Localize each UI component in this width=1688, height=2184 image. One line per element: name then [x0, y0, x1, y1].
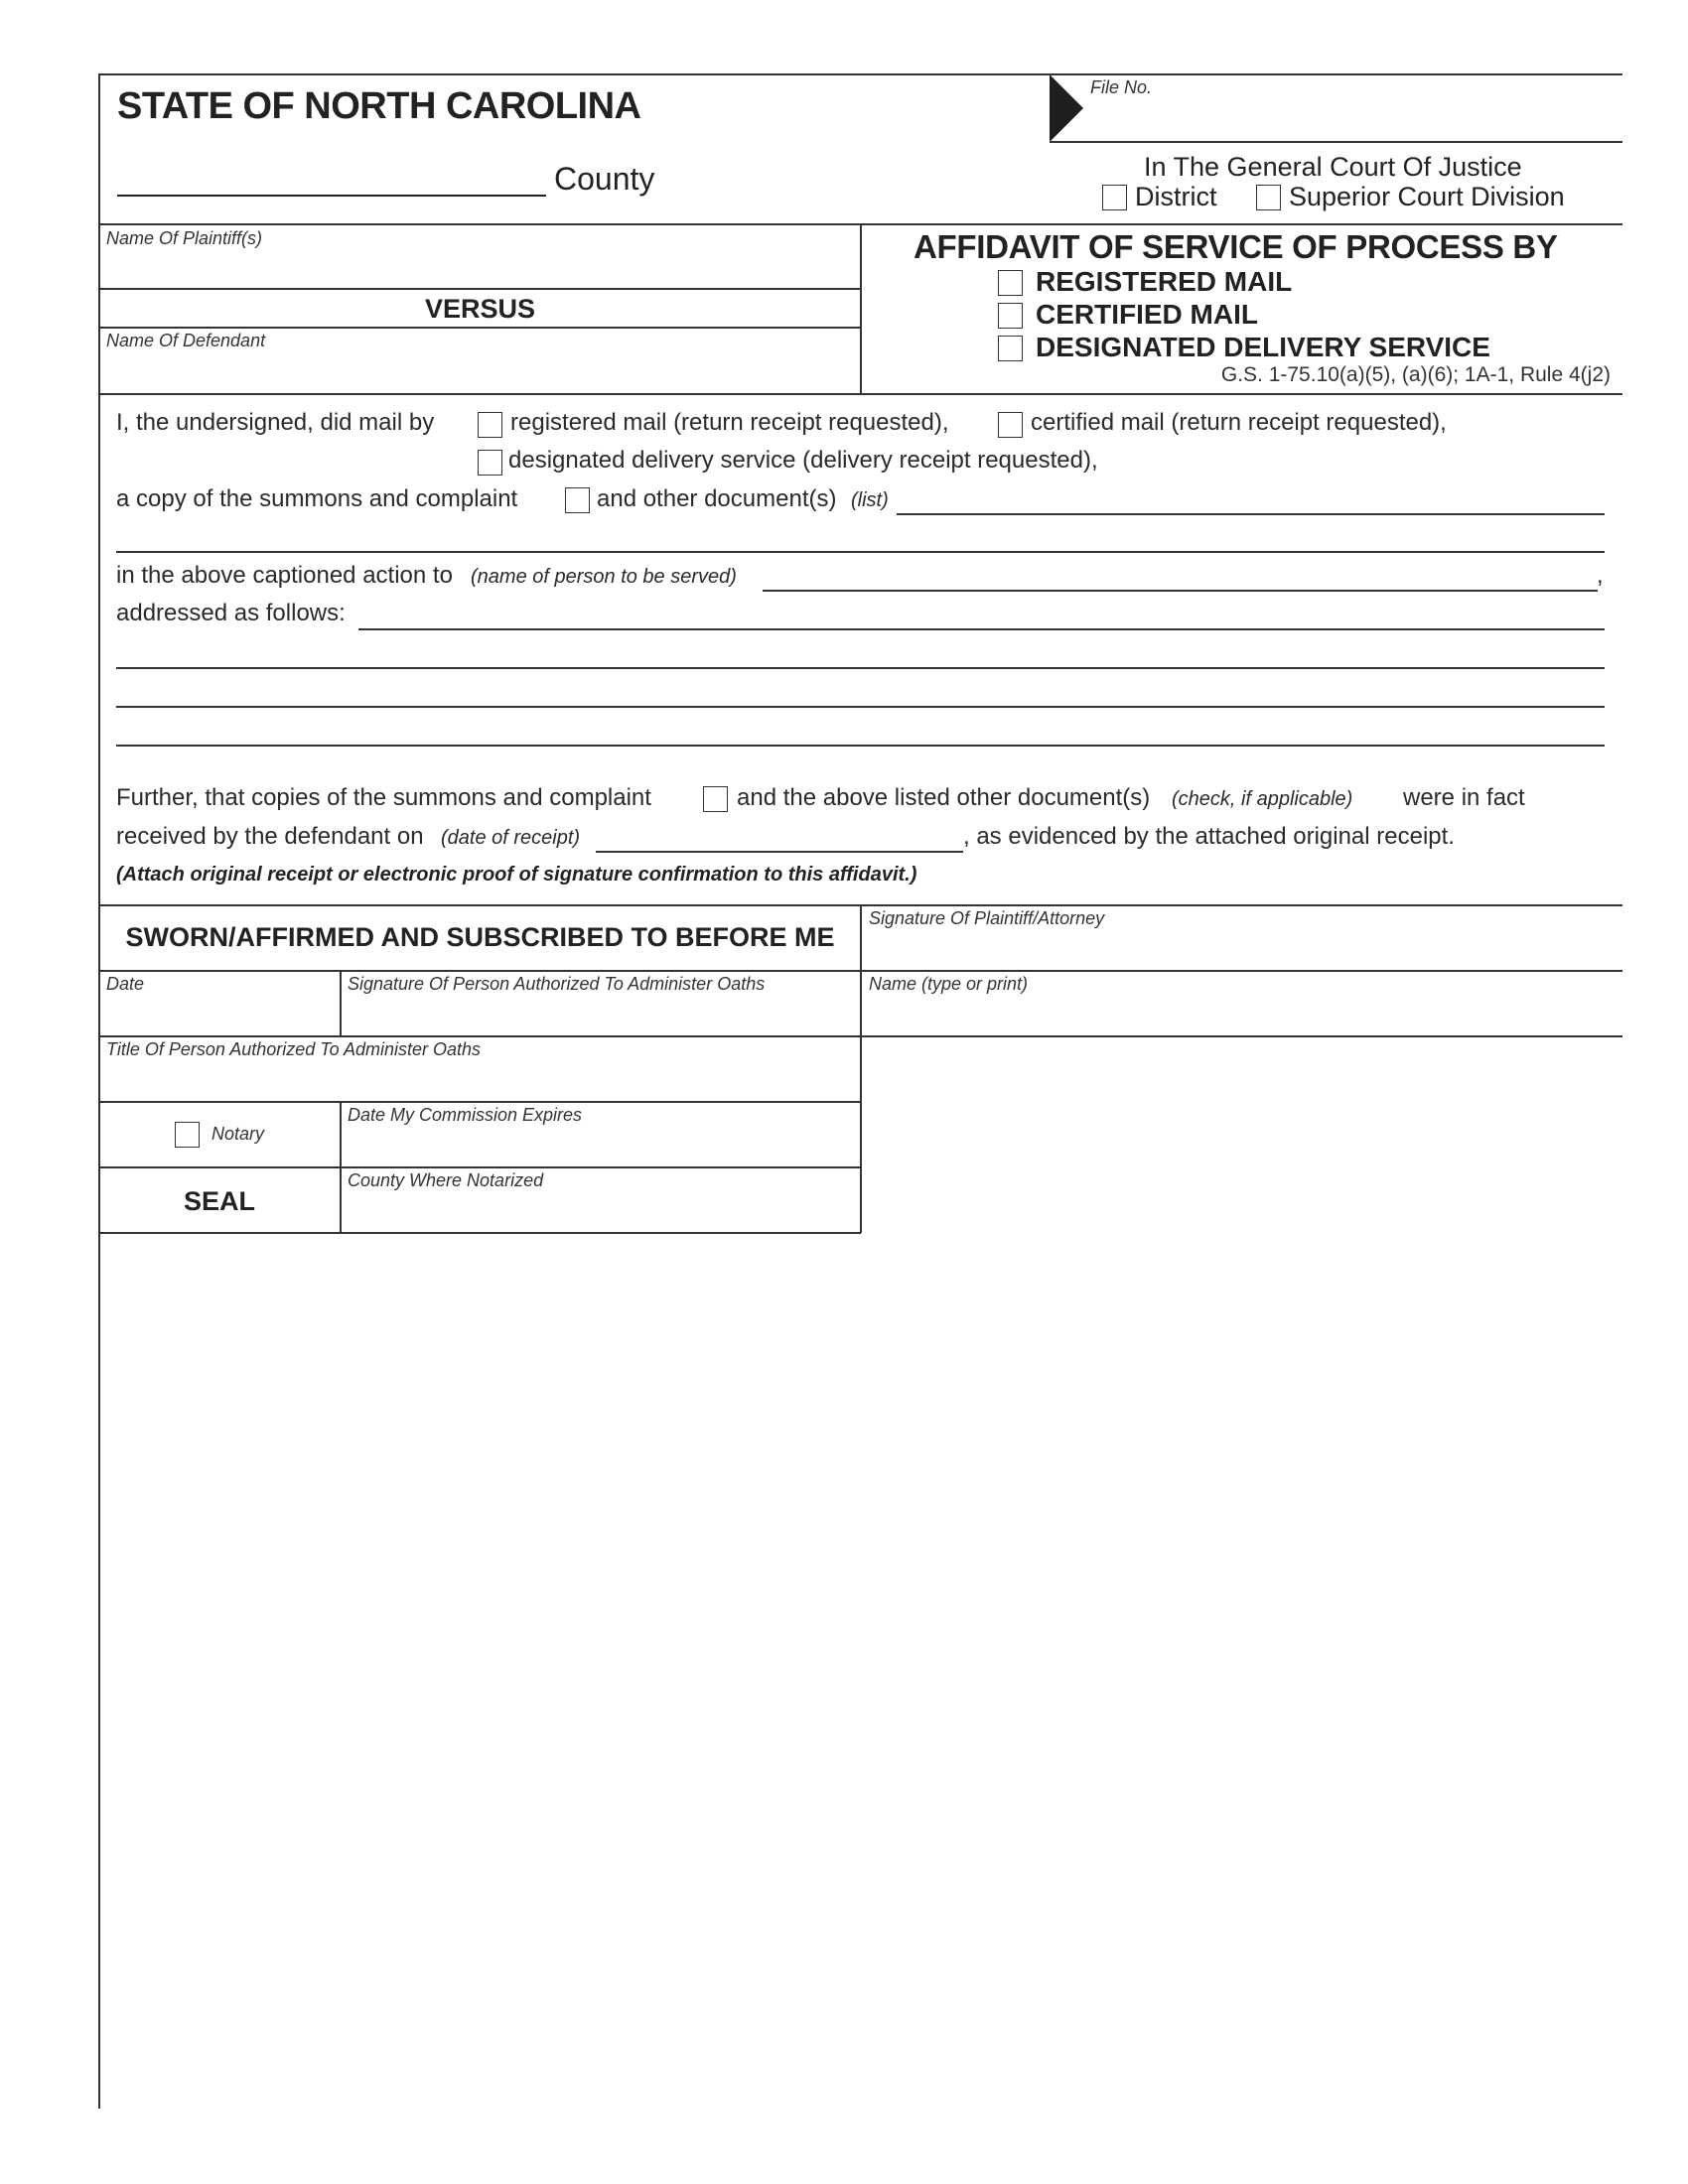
received-suffix: , as evidenced by the attached original receipt.	[963, 823, 1455, 850]
other-docs-label: and other document(s)	[597, 485, 837, 512]
person-hint: (name of person to be served)	[471, 566, 737, 588]
sworn-main-divider	[860, 904, 862, 1233]
officer-title-label: Title Of Person Authorized To Administer Oaths	[106, 1039, 482, 1059]
superior-court-checkbox[interactable]	[1256, 185, 1281, 210]
address-text: addressed as follows:	[116, 600, 346, 626]
defendant-label: Name Of Defendant	[106, 331, 266, 350]
file-arrow-icon	[1050, 74, 1083, 142]
state-title: STATE OF NORTH CAROLINA	[117, 85, 641, 127]
notary-label: Notary	[211, 1124, 265, 1144]
designated-delivery-checkbox[interactable]	[998, 336, 1023, 361]
top-border	[99, 73, 1622, 75]
date-receipt-line[interactable]	[596, 851, 963, 853]
further-suffix: were in fact	[1403, 784, 1525, 811]
further-hint: (check, if applicable)	[1172, 788, 1353, 810]
registered-mail-checkbox[interactable]	[998, 270, 1023, 296]
commission-label: Date My Commission Expires	[348, 1105, 583, 1125]
received-text: received by the defendant on	[116, 823, 424, 850]
county-label: County	[554, 161, 655, 197]
versus-label: VERSUS	[424, 294, 536, 324]
further-docs-checkbox[interactable]	[703, 786, 728, 812]
file-no-label: File No.	[1090, 77, 1153, 97]
court-title: In The General Court Of Justice	[1144, 152, 1522, 182]
body-registered-checkbox[interactable]	[478, 412, 502, 438]
body-certified-label: certified mail (return receipt requested),	[1031, 409, 1447, 436]
affidavit-divider	[99, 393, 1622, 395]
body-designated-label: designated delivery service (delivery receipt requested),	[508, 447, 1098, 474]
attach-note: (Attach original receipt or electronic proof of signature confirmation to this affidavit.)	[116, 864, 917, 886]
file-no-bottom-line	[1050, 141, 1622, 143]
copy-text: a copy of the summons and complaint	[116, 485, 518, 512]
other-docs-hint: (list)	[851, 489, 889, 511]
commission-input[interactable]	[348, 1129, 854, 1162]
person-line[interactable]	[763, 590, 1598, 592]
file-no-input[interactable]	[1092, 99, 1609, 137]
further-docs-label: and the above listed other document(s)	[737, 784, 1151, 811]
further-text: Further, that copies of the summons and complaint	[116, 784, 651, 811]
address-input-1[interactable]	[360, 596, 1602, 627]
address-line-1[interactable]	[358, 628, 1605, 630]
certified-mail-checkbox[interactable]	[998, 303, 1023, 329]
certified-mail-label: CERTIFIED MAIL	[1036, 299, 1258, 330]
sworn-row3-line	[99, 1101, 861, 1103]
district-checkbox[interactable]	[1102, 185, 1127, 210]
other-docs-checkbox[interactable]	[565, 487, 590, 513]
person-comma: ,	[1597, 562, 1604, 589]
body-registered-label: registered mail (return receipt requested),	[510, 409, 949, 436]
other-docs-line-1[interactable]	[897, 513, 1605, 515]
sworn-title: SWORN/AFFIRMED AND SUBSCRIBED TO BEFORE ME	[125, 922, 835, 952]
mail-by-text: I, the undersigned, did mail by	[116, 409, 435, 436]
body-designated-checkbox[interactable]	[478, 450, 502, 476]
person-served-input[interactable]	[765, 557, 1597, 589]
sworn-row4-line	[99, 1166, 861, 1168]
versus-bottom-line	[99, 327, 861, 329]
body-certified-checkbox[interactable]	[998, 412, 1023, 438]
county-notarized-label: County Where Notarized	[348, 1170, 544, 1190]
officer-title-input[interactable]	[106, 1063, 851, 1097]
address-input-4[interactable]	[116, 712, 1605, 744]
officer-signature-label: Signature Of Person Authorized To Administer Oaths	[348, 974, 766, 994]
plaintiff-signature-input[interactable]	[869, 933, 1614, 967]
other-docs-line-2[interactable]	[116, 551, 1605, 553]
defendant-input[interactable]	[106, 353, 851, 389]
name-print-label: Name (type or print)	[869, 974, 1029, 994]
address-input-3[interactable]	[116, 673, 1605, 705]
designated-delivery-label: DESIGNATED DELIVERY SERVICE	[1036, 332, 1490, 362]
county-notarized-input[interactable]	[348, 1194, 854, 1228]
date-receipt-input[interactable]	[598, 818, 961, 850]
sworn-inner-divider-1	[340, 970, 342, 1035]
address-line-2[interactable]	[116, 667, 1605, 669]
notary-checkbox[interactable]	[175, 1122, 200, 1148]
other-docs-input-1[interactable]	[899, 480, 1604, 512]
plaintiff-label: Name Of Plaintiff(s)	[106, 228, 263, 248]
sworn-bottom-line	[99, 1232, 861, 1234]
county-input[interactable]	[117, 149, 546, 195]
district-label: District	[1135, 182, 1217, 211]
name-print-input[interactable]	[869, 998, 1614, 1031]
other-docs-input-2[interactable]	[116, 518, 1605, 550]
sworn-row2-line	[99, 1035, 1622, 1037]
date-input[interactable]	[106, 998, 335, 1031]
affidavit-title: AFFIDAVIT OF SERVICE OF PROCESS BY	[914, 228, 1558, 265]
address-line-3[interactable]	[116, 706, 1605, 708]
superior-court-label: Superior Court Division	[1289, 182, 1565, 211]
plaintiff-signature-label: Signature Of Plaintiff/Attorney	[869, 908, 1105, 928]
plaintiff-bottom-line	[99, 288, 861, 290]
sworn-row1-line	[99, 970, 1622, 972]
officer-signature-input[interactable]	[348, 998, 854, 1031]
county-input-line[interactable]	[117, 149, 546, 197]
registered-mail-label: REGISTERED MAIL	[1036, 266, 1293, 297]
date-label: Date	[106, 974, 145, 994]
statute-reference: G.S. 1-75.10(a)(5), (a)(6); 1A-1, Rule 4(j2)	[1220, 363, 1611, 386]
left-border	[98, 73, 100, 2109]
address-input-2[interactable]	[116, 634, 1605, 666]
seal-label: SEAL	[183, 1186, 255, 1216]
plaintiff-input[interactable]	[106, 250, 851, 286]
date-hint: (date of receipt)	[441, 827, 581, 849]
action-text: in the above captioned action to	[116, 562, 453, 589]
address-line-4[interactable]	[116, 745, 1605, 747]
